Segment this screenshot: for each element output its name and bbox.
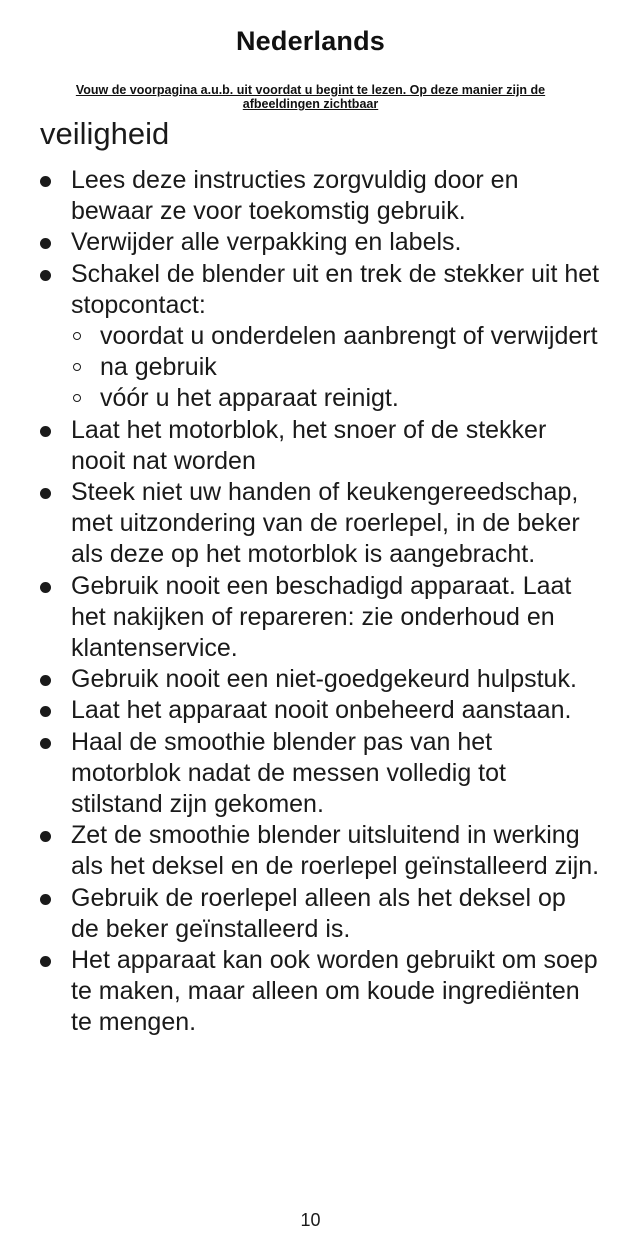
list-item-text: Gebruik nooit een beschadigd apparaat. Laat het nakijken of repareren: zie onderhoud en klantenservice.: [71, 571, 572, 663]
page-number: 10: [300, 1210, 321, 1230]
safety-list: [40, 165, 600, 1039]
bullet-dot-icon: [40, 675, 51, 686]
language-heading: Nederlands: [235, 26, 386, 56]
sub-list-item-text: vóór u het apparaat reinigt.: [100, 384, 399, 413]
list-item-text: Haal de smoothie blender pas van het motorblok nadat de messen volledig tot stilstand zijn gekomen.: [71, 727, 506, 819]
list-item-text: Gebruik de roerlepel alleen als het deksel op de beker geïnstalleerd is.: [71, 883, 566, 943]
bullet-dot-icon: [40, 270, 51, 281]
bullet-dot-icon: [40, 176, 51, 187]
section-title: veiligheid: [40, 116, 170, 151]
list-item-text: Steek niet uw handen of keukengereedschap, met uitzondering van de roerlepel, in de beker als deze op het motorblok is aangebracht.: [71, 478, 580, 569]
list-item-text: Het apparaat kan ook worden gebruikt om soep te maken, maar alleen om koude ingrediënten te mengen.: [71, 946, 598, 1037]
sub-list-item-text: voordat u onderdelen aanbrengt of verwijdert: [100, 322, 598, 351]
list-item: [40, 259, 600, 415]
list-item-text: Laat het apparaat nooit onbeheerd aanstaan.: [71, 696, 572, 725]
list-item-text: Verwijder alle verpakking en labels.: [71, 228, 462, 257]
bullet-dot-icon: [40, 582, 51, 593]
list-item: [40, 820, 600, 882]
bullet-circle-icon: [73, 332, 81, 340]
list-item: [40, 883, 600, 945]
sub-list-item: [71, 352, 600, 383]
list-item-text: Schakel de blender uit en trek de stekker uit het stopcontact:: [71, 259, 600, 319]
fold-out-notice: Vouw de voorpagina a.u.b. uit voordat u begint te lezen. Op deze manier zijn de afbeeldingen zichtbaar: [75, 83, 546, 111]
list-item: [40, 945, 600, 1039]
bullet-dot-icon: [40, 238, 51, 249]
list-item: [40, 477, 600, 571]
list-item-text: Zet de smoothie blender uitsluitend in werking als het deksel en de roerlepel geïnstalleerd zijn.: [71, 821, 600, 881]
list-item: [40, 664, 600, 695]
list-item-text: Gebruik nooit een niet-goedgekeurd hulpstuk.: [71, 665, 577, 694]
unplug-sublist: [71, 321, 600, 415]
sub-list-item-text: na gebruik: [100, 353, 217, 382]
bullet-dot-icon: [40, 738, 51, 749]
bullet-dot-icon: [40, 488, 51, 499]
bullet-dot-icon: [40, 831, 51, 842]
bullet-dot-icon: [40, 426, 51, 437]
bullet-dot-icon: [40, 956, 51, 967]
list-item: [40, 695, 600, 726]
bullet-dot-icon: [40, 706, 51, 717]
list-item: [40, 571, 600, 665]
list-item: [40, 227, 600, 258]
list-item-text: Lees deze instructies zorgvuldig door en bewaar ze voor toekomstig gebruik.: [71, 166, 519, 226]
bullet-circle-icon: [73, 394, 81, 402]
sub-list-item: [71, 383, 600, 414]
bullet-circle-icon: [73, 363, 81, 371]
list-item: [40, 415, 600, 477]
list-item: [40, 727, 600, 821]
list-item-text: Laat het motorblok, het snoer of de stekker nooit nat worden: [71, 415, 547, 475]
sub-list-item: [71, 321, 600, 352]
list-item: [40, 165, 600, 227]
bullet-dot-icon: [40, 894, 51, 905]
